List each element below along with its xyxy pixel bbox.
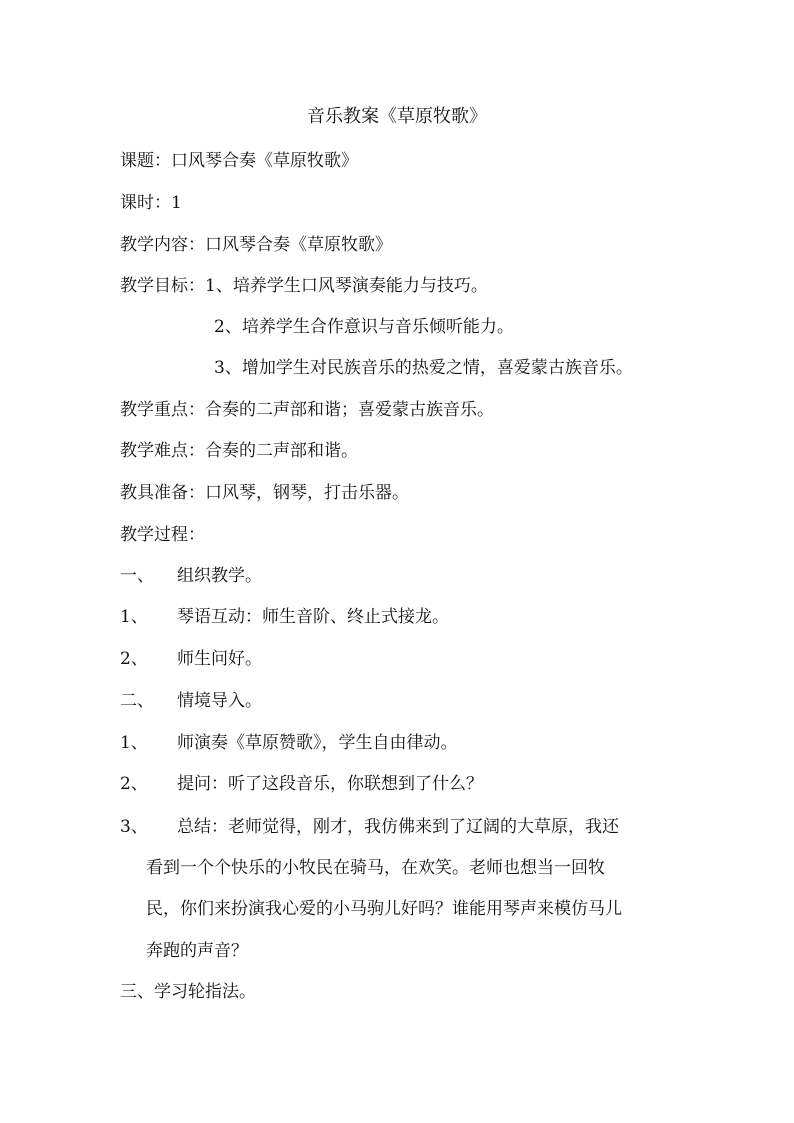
- section-title: 学习轮指法。: [154, 982, 256, 1002]
- objective-1: 教学目标：1、培养学生口风琴演奏能力与技巧。: [120, 276, 488, 296]
- objective-3: 3、增加学生对民族音乐的热爱之情，喜爱蒙古族音乐。: [214, 358, 633, 378]
- document-title: 音乐教案《草原牧歌》: [307, 106, 487, 127]
- lesson-period: 课时：1: [120, 193, 182, 213]
- list-item-number: 1、: [120, 733, 148, 753]
- list-item-text: 琴语互动：师生音阶、终止式接龙。: [177, 607, 449, 627]
- section-title: 组织教学。: [177, 566, 262, 586]
- process-heading: 教学过程：: [120, 525, 205, 545]
- key-points: 教学重点：合奏的二声部和谐；喜爱蒙古族音乐。: [120, 400, 494, 420]
- section-number: 三、: [120, 982, 154, 1002]
- list-item-number: 1、: [120, 607, 148, 627]
- list-item-text: 总结：老师觉得，刚才，我仿佛来到了辽阔的大草原，我还: [177, 817, 619, 837]
- materials: 教具准备：口风琴，钢琴，打击乐器。: [120, 483, 409, 503]
- list-item-text: 师演奏《草原赞歌》，学生自由律动。: [177, 733, 458, 753]
- section-number: 一、: [120, 566, 154, 586]
- list-item-continuation: 奔跑的声音？: [146, 941, 248, 961]
- lesson-content: 教学内容：口风琴合奏《草原牧歌》: [120, 235, 392, 255]
- difficulties: 教学难点：合奏的二声部和谐。: [120, 441, 358, 461]
- list-item-text: 师生问好。: [177, 649, 262, 669]
- section-title: 情境导入。: [177, 691, 262, 711]
- list-item-continuation: 看到一个个快乐的小牧民在骑马，在欢笑。老师也想当一回牧: [146, 858, 605, 878]
- section-heading: [120, 980, 256, 1004]
- list-item-number: 2、: [120, 649, 148, 669]
- section-number: 二、: [120, 691, 154, 711]
- objective-2: 2、培养学生合作意识与音乐倾听能力。: [214, 317, 514, 337]
- list-item-text: 提问：听了这段音乐，你联想到了什么？: [177, 774, 483, 794]
- list-item-continuation: 民，你们来扮演我心爱的小马驹儿好吗？谁能用琴声来模仿马儿: [146, 899, 622, 919]
- list-item-number: 3、: [120, 817, 148, 837]
- list-item-number: 2、: [120, 774, 148, 794]
- lesson-topic: 课题：口风琴合奏《草原牧歌》: [120, 151, 358, 171]
